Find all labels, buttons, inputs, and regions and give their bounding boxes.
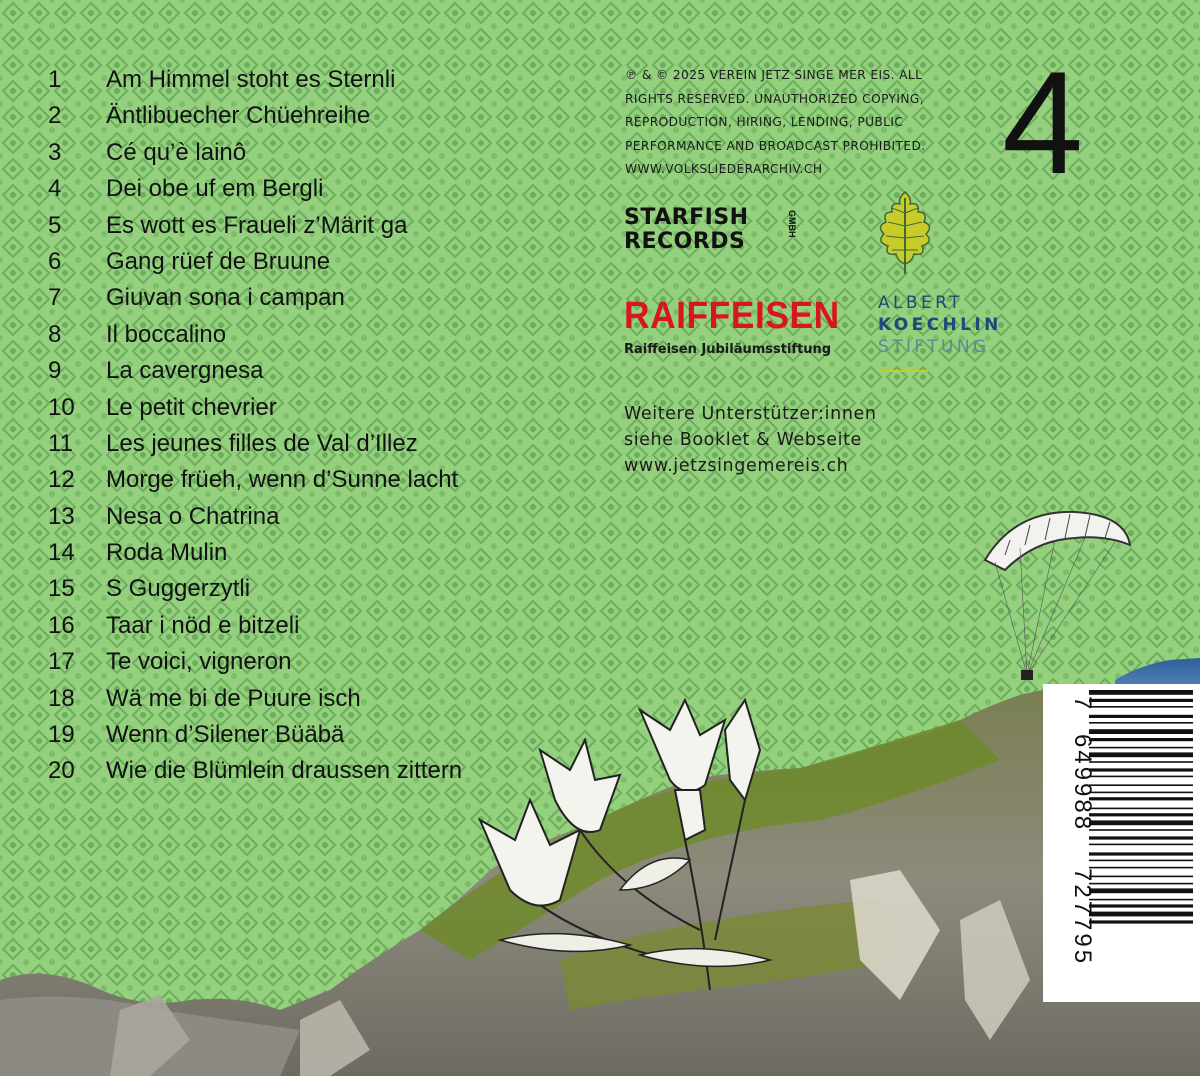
barcode-bar xyxy=(1089,761,1193,763)
copyright-line: RIGHTS RESERVED. UNAUTHORIZED COPYING, xyxy=(625,91,925,106)
track-item xyxy=(48,98,462,134)
track-item xyxy=(48,353,462,389)
track-title: Cé qu’è lainô xyxy=(106,138,247,166)
track-item xyxy=(48,317,462,353)
track-number: 18 xyxy=(48,684,75,712)
track-list xyxy=(48,62,462,790)
track-number: 5 xyxy=(48,211,62,239)
track-number: 6 xyxy=(48,247,62,275)
track-number: 19 xyxy=(48,721,75,749)
track-number: 2 xyxy=(48,102,62,130)
track-number: 7 xyxy=(48,284,62,312)
barcode-first-digit: 7 xyxy=(1069,696,1096,710)
barcode-bar xyxy=(1089,829,1193,831)
track-title: Gang rüef de Bruune xyxy=(106,247,331,275)
track-number: 16 xyxy=(48,611,75,639)
volume-number: 4 xyxy=(1002,41,1084,204)
barcode-bar xyxy=(1089,836,1193,839)
barcode-bar xyxy=(1089,912,1193,917)
track-number: 12 xyxy=(48,466,75,494)
track-item xyxy=(48,681,462,717)
barcode-bar xyxy=(1089,706,1193,708)
supporters-line2: siehe Booklet & Webseite xyxy=(624,430,862,450)
track-title: Roda Mulin xyxy=(106,539,228,567)
track-number: 1 xyxy=(48,66,62,93)
starfish-records-logo xyxy=(624,206,804,264)
track-title: Te voici, vigneron xyxy=(106,648,292,676)
track-title: Nesa o Chatrina xyxy=(106,502,280,530)
track-number: 11 xyxy=(48,429,73,457)
track-number: 8 xyxy=(48,320,62,348)
track-number: 13 xyxy=(48,502,75,530)
track-number: 3 xyxy=(48,138,62,166)
barcode-bar xyxy=(1089,904,1193,907)
starfish-gmbh: GMBH xyxy=(787,210,797,238)
track-item xyxy=(48,571,462,607)
track-item xyxy=(48,462,462,498)
track-item xyxy=(48,644,462,680)
track-title: Wie die Blümlein draussen zittern xyxy=(106,757,463,785)
track-item xyxy=(48,280,462,316)
barcode-bar xyxy=(1089,752,1193,757)
barcode-bar xyxy=(1089,722,1193,724)
track-title: La cavergnesa xyxy=(106,357,264,385)
barcode-bar xyxy=(1089,820,1193,825)
barcode-bar xyxy=(1089,747,1193,749)
barcode-group2: 727795 xyxy=(1069,868,1096,967)
barcode-bar xyxy=(1089,883,1193,885)
oak-leaf-icon xyxy=(872,188,938,278)
track-title: Wenn d’Silener Büäbä xyxy=(106,721,345,749)
koechlin-underline xyxy=(878,370,928,372)
track-item xyxy=(48,390,462,426)
barcode-bar xyxy=(1089,768,1193,771)
barcode-bar xyxy=(1089,729,1193,734)
track-item xyxy=(48,499,462,535)
track-title: Le petit chevrier xyxy=(106,393,277,421)
track-item xyxy=(48,171,462,207)
koechlin-line1: ALBERT xyxy=(878,293,963,313)
track-number: 10 xyxy=(48,393,75,421)
koechlin-line2: KOECHLIN xyxy=(878,315,1002,335)
track-title: S Guggerzytli xyxy=(106,575,251,603)
barcode-bar xyxy=(1089,899,1193,901)
raiffeisen-wordmark: RAIFFEISEN xyxy=(624,295,840,337)
barcode-bar xyxy=(1089,808,1193,810)
barcode-bar xyxy=(1089,797,1193,800)
barcode-bar xyxy=(1089,888,1193,893)
barcode-digits xyxy=(1050,690,1096,1000)
track-item xyxy=(48,753,462,789)
barcode-bar xyxy=(1089,715,1193,718)
track-title: Il boccalino xyxy=(106,320,227,348)
raiffeisen-subtitle: Raiffeisen Jubiläumsstiftung xyxy=(624,342,832,357)
copyright-line: ℗ & © 2025 VEREIN JETZ SINGE MER EIS. ALL xyxy=(625,68,923,82)
track-title: Taar i nöd e bitzeli xyxy=(106,611,300,639)
track-number: 14 xyxy=(48,539,75,567)
barcode-bar xyxy=(1089,784,1193,786)
barcode-group1: 649988 xyxy=(1069,734,1096,833)
barcode-bar xyxy=(1089,776,1193,778)
track-title: Äntlibuecher Chüehreihe xyxy=(106,102,371,130)
starfish-logo-line2: RECORDS xyxy=(624,229,746,254)
starfish-logo-line1: STARFISH xyxy=(624,205,749,230)
track-number: 4 xyxy=(48,175,62,203)
barcode-bar xyxy=(1089,690,1193,695)
barcode-bar xyxy=(1089,792,1193,794)
gentian-flowers-illustration xyxy=(470,690,800,1010)
track-item xyxy=(48,62,462,98)
supporters-note xyxy=(624,401,877,479)
track-item xyxy=(48,426,462,462)
track-item xyxy=(48,535,462,571)
track-item xyxy=(48,208,462,244)
barcode-bar xyxy=(1089,738,1193,741)
track-number: 15 xyxy=(48,575,75,603)
barcode-bar xyxy=(1089,844,1193,846)
barcode-bar xyxy=(1089,867,1193,869)
track-title: Giuvan sona i campan xyxy=(106,284,345,312)
track-item xyxy=(48,244,462,280)
track-title: Am Himmel stoht es Sternli xyxy=(106,66,396,93)
track-title: Es wott es Fraueli z’Märit ga xyxy=(106,211,408,239)
track-title: Wä me bi de Puure isch xyxy=(106,684,361,712)
barcode-bar xyxy=(1089,860,1193,862)
copyright-notice xyxy=(625,64,985,182)
paraglider-illustration xyxy=(975,500,1135,690)
copyright-line: PERFORMANCE AND BROADCAST PROHIBITED. xyxy=(625,138,926,153)
koechlin-line3: STIFTUNG xyxy=(878,337,990,357)
track-title: Morge früeh, wenn d’Sunne lacht xyxy=(106,466,459,494)
track-item xyxy=(48,135,462,171)
albert-koechlin-stiftung-logo xyxy=(878,292,1002,358)
barcode-bar xyxy=(1089,852,1193,855)
supporters-line1: Weitere Unterstützer:innen xyxy=(624,404,877,424)
barcode-bar xyxy=(1089,813,1193,816)
raiffeisen-logo xyxy=(624,296,856,357)
track-title: Les jeunes filles de Val d’Illez xyxy=(106,429,418,457)
track-number: 17 xyxy=(48,648,75,676)
track-number: 9 xyxy=(48,357,62,385)
barcode-bar xyxy=(1089,876,1193,878)
supporters-website[interactable]: www.jetzsingemereis.ch xyxy=(624,456,849,476)
track-item xyxy=(48,608,462,644)
track-number: 20 xyxy=(48,757,75,785)
copyright-website[interactable]: WWW.VOLKSLIEDERARCHIV.CH xyxy=(625,162,823,176)
track-title: Dei obe uf em Bergli xyxy=(106,175,324,203)
track-item xyxy=(48,717,462,753)
barcode-bar xyxy=(1089,699,1193,702)
barcode-bar xyxy=(1089,920,1193,923)
copyright-line: REPRODUCTION, HIRING, LENDING, PUBLIC xyxy=(625,115,904,129)
